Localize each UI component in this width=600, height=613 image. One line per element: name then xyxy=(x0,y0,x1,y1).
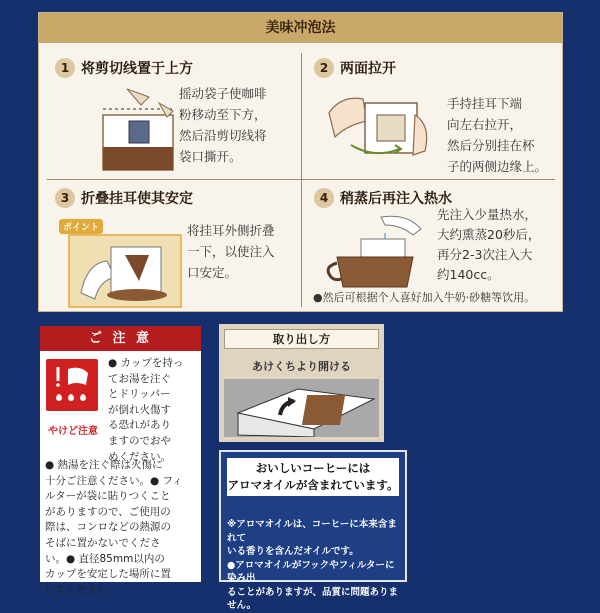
takeout-panel xyxy=(219,324,384,442)
caution-text-top: ● カップを持っ てお湯を注ぐ とドリッパー が倒れ火傷す る恐れがあり ますのでおや めください。 xyxy=(108,357,184,463)
step-divider-vertical xyxy=(301,53,302,307)
tear-bag-illustration xyxy=(89,85,189,173)
aroma-headline xyxy=(227,458,399,496)
brew-section-title: 美味冲泡法 xyxy=(39,13,562,43)
fold-hook-illustration xyxy=(67,233,183,309)
open-dripper-illustration xyxy=(321,85,441,173)
step-2-text: 手持挂耳下端 向左右拉开， 然后分别挂在杯 子的两侧边缘上。 xyxy=(447,96,548,174)
step-4-heading: 稍蒸后再注入热水 xyxy=(340,191,452,207)
step-4-text: 先注入少量热水， 大约熏蒸20秒后， 再分2-3次注入大 约140cc。 xyxy=(437,207,541,282)
point-label: ポイント xyxy=(59,219,103,234)
aroma-panel xyxy=(219,450,407,611)
step-1-text: 摇动袋子使咖啡 粉移动至下方， 然后沿剪切线将 袋口撕开。 xyxy=(179,86,267,164)
burn-warning-label: やけど注意 xyxy=(48,426,98,437)
caution-title: ご 注 意 xyxy=(40,326,201,351)
step-1-number: 1 xyxy=(55,58,75,78)
takeout-box-illustration xyxy=(224,379,379,437)
step-3-number: 3 xyxy=(55,188,75,208)
step-3-heading: 折叠挂耳使其安定 xyxy=(81,191,193,207)
step-4-number: 4 xyxy=(314,188,334,208)
caution-panel xyxy=(40,326,201,596)
burn-warning-icon xyxy=(46,359,98,411)
takeout-subtitle: あけくちより開ける xyxy=(252,360,351,373)
caution-text-bottom: ● 熱湯を注ぐ際は火傷に 十分ご注意ください。● フィ ルターが袋に貼りつくこと がありますので、ご使用の 際は、コンロなどの熱源の そばに置かないでくださ い。● 直径85mm以内の カップを安定した場所に置 いてください。 xyxy=(45,459,183,596)
aroma-headline-line-2: アロマオイルが含まれています。 xyxy=(227,478,399,492)
step-1-heading: 将剪切线置于上方 xyxy=(81,61,193,77)
takeout-title: 取り出し方 xyxy=(224,329,379,349)
step-2-heading: 两面拉开 xyxy=(340,61,396,77)
step-3-text: 将挂耳外侧折叠 一下，以使注入 口安定。 xyxy=(187,223,275,280)
step-4-footnote: ●然后可根据个人喜好加入牛奶·砂糖等饮用。 xyxy=(313,291,536,304)
aroma-note: ※アロマオイルは、コーヒーに本来含まれて いる香りを含んだオイルです。 ●アロマオイルがフックやフィルターに染み出 ることがありますが、品質に問題ありません。 xyxy=(227,519,399,611)
aroma-headline-line-1: おいしいコーヒーには xyxy=(255,461,371,475)
step-divider-horizontal xyxy=(47,179,555,180)
pour-water-illustration xyxy=(321,211,433,291)
brew-steps-panel xyxy=(38,12,563,312)
step-2-number: 2 xyxy=(314,58,334,78)
